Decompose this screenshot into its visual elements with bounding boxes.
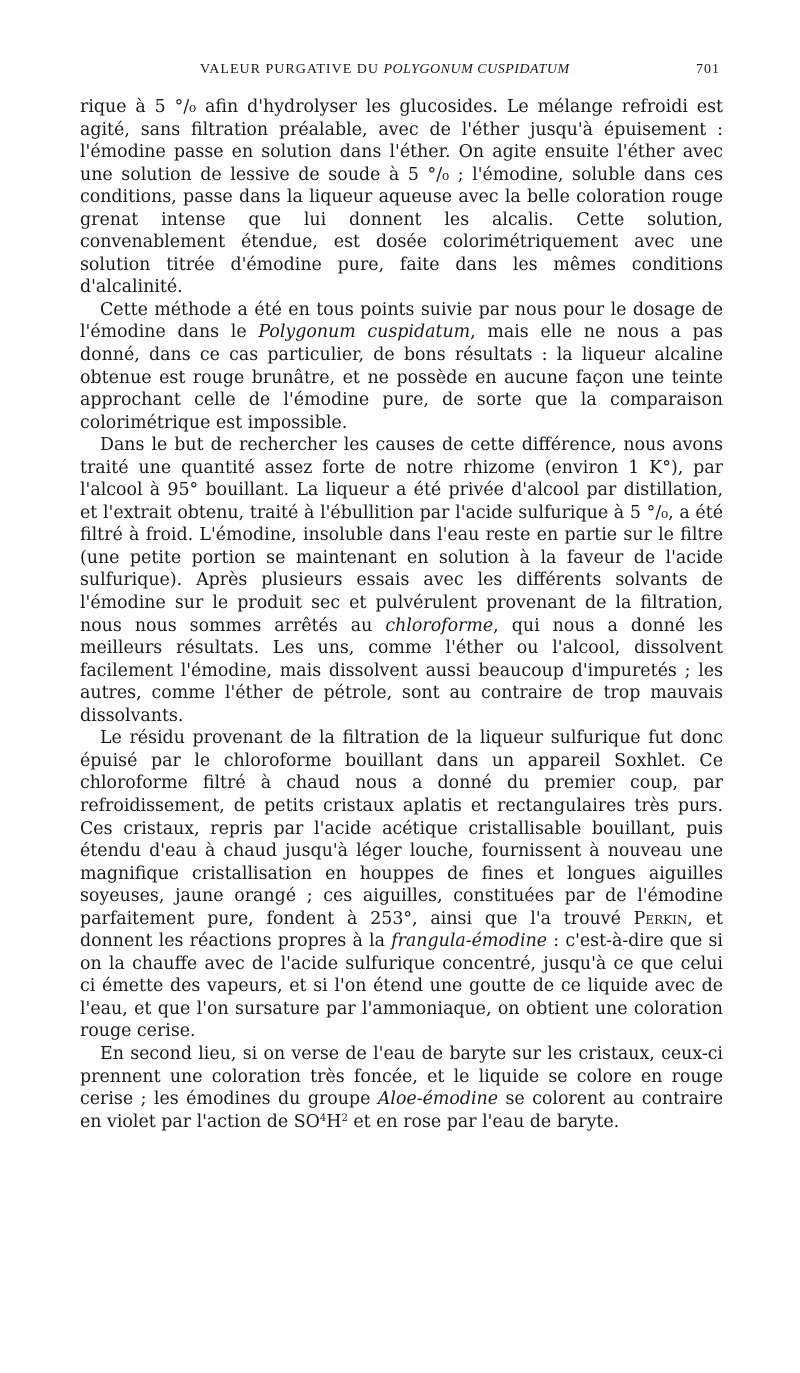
paragraph-4-text-b: , et donnent les réactions propres à la [80, 908, 723, 952]
group-name: Aloe-émodine [377, 1089, 499, 1110]
paragraph-3-text-a: Dans le but de rechercher les causes de cette différence, nous avons traité une quantité assez forte de notre rhizome (environ 1 K°), par l'alcool à 95° bouillant. La liqueur a été privée d'alcool par distillation, et l'extrait obtenu, traité à l'ébullition par l'acide sulfurique à 5 °/₀, a été filtré à froid. L'émodine, insoluble dans l'eau reste en partie sur le filtre (une petite portion se maintenant en solution à la faveur de l'acide sulfurique). Après plusieurs essais avec les différents solvants de l'émodine sur le produit sec et pulvérulent provenant de la filtration, nous nous sommes arrêtés au [80, 435, 723, 636]
formula-h: H [326, 1111, 342, 1132]
page-number: 701 [696, 62, 720, 77]
compound-name: frangula-émodine [391, 931, 548, 952]
paragraph-3 [80, 434, 723, 727]
paragraph-3-text-b: , qui nous a donné les meilleurs résultats. Les uns, comme l'éther ou l'alcool, dissolvent facilement l'émodine, mais dissolvent aussi beaucoup d'impuretés ; les autres, comme l'éther de pétrole, sont au contraire de trop mauvais dissolvants. [80, 615, 723, 726]
paragraph-5 [80, 1043, 723, 1133]
paragraph-4-text-c: : c'est-à-dire que si on la chauffe avec de l'acide sulfurique concentré, jusqu'à ce que celui ci émette des vapeurs, et si l'on étend une goutte de ce liquide avec de l'eau, et que l'on sursature par l'ammoniaque, on obtient une coloration rouge cerise. [80, 931, 723, 1042]
paragraph-2-text-b: , mais elle ne nous a pas donné, dans ce cas particulier, de bons résultats : la liqueur alcaline obtenue est rouge brunâtre, et ne possède en aucune façon une teinte approchant celle de l'émodine pure, de sorte que la comparaison colorimétrique est impossible. [80, 322, 723, 433]
paragraph-1 [80, 96, 723, 299]
running-header [82, 62, 720, 84]
formula-superscript-1: 4 [319, 1112, 327, 1124]
body-text [80, 96, 723, 1133]
paragraph-1-text: rique à 5 °/₀ afin d'hydrolyser les glucosides. Le mélange refroidi est agité, sans filtration préalable, avec de l'éther jusqu'à épuisement : l'émodine passe en solution dans l'éther. On agite ensuite l'éther avec une solution de lessive de soude à 5 °/₀ ; l'émodine, soluble dans ces conditions, passe dans la liqueur aqueuse avec la belle coloration rouge grenat intense que lui donnent les alcalis. Cette solution, convenablement étendue, est dosée colorimétriquement avec une solution titrée d'émodine pure, faite dans les mêmes conditions d'alcalinité. [80, 97, 723, 298]
species-name: Polygonum cuspidatum [258, 322, 471, 343]
running-title-prefix: VALEUR PURGATIVE DU [200, 62, 384, 77]
paragraph-2-text-a: Cette méthode a été en tous points suivie par nous pour le dosage de l'émodine dans le [80, 299, 723, 343]
formula-superscript-2: 2 [341, 1112, 348, 1124]
paragraph-5-text-a: En second lieu, si on verse de l'eau de baryte sur les cristaux, ceux-ci prennent une coloration très foncée, et le liquide se colore en rouge cerise ; les émodines du groupe [80, 1043, 723, 1110]
paragraph-4 [80, 727, 723, 1043]
author-name: Perkin [633, 908, 688, 929]
paragraph-5-text-b: se colorent au contraire en violet par l'action de SO [80, 1089, 723, 1132]
paragraph-2 [80, 299, 723, 434]
running-title [200, 62, 570, 78]
paragraph-4-text-a: Le résidu provenant de la filtration de la liqueur sulfurique fut donc épuisé par le chloroforme bouillant dans un appareil Soxhlet. Ce chloroforme filtré à chaud nous a donné du premier coup, par refroidissement, de petits cristaux aplatis et rectangulaires très purs. Ces cristaux, repris par l'acide acétique cristallisable bouillant, puis étendu d'eau à chaud jusqu'à léger louche, fournissent à nouveau une magnifique cristallisation en houppes de fines et longues aiguilles soyeuses, jaune orangé ; ces aiguilles, constituées par de l'émodine parfaitement pure, fondent à 253°, ainsi que l'a trouvé [80, 728, 723, 929]
paragraph-5-text-d: et en rose par l'eau de baryte. [347, 1111, 620, 1132]
solvent-name: chloroforme [385, 615, 494, 636]
running-title-species: POLYGONUM CUSPIDATUM [383, 62, 570, 77]
